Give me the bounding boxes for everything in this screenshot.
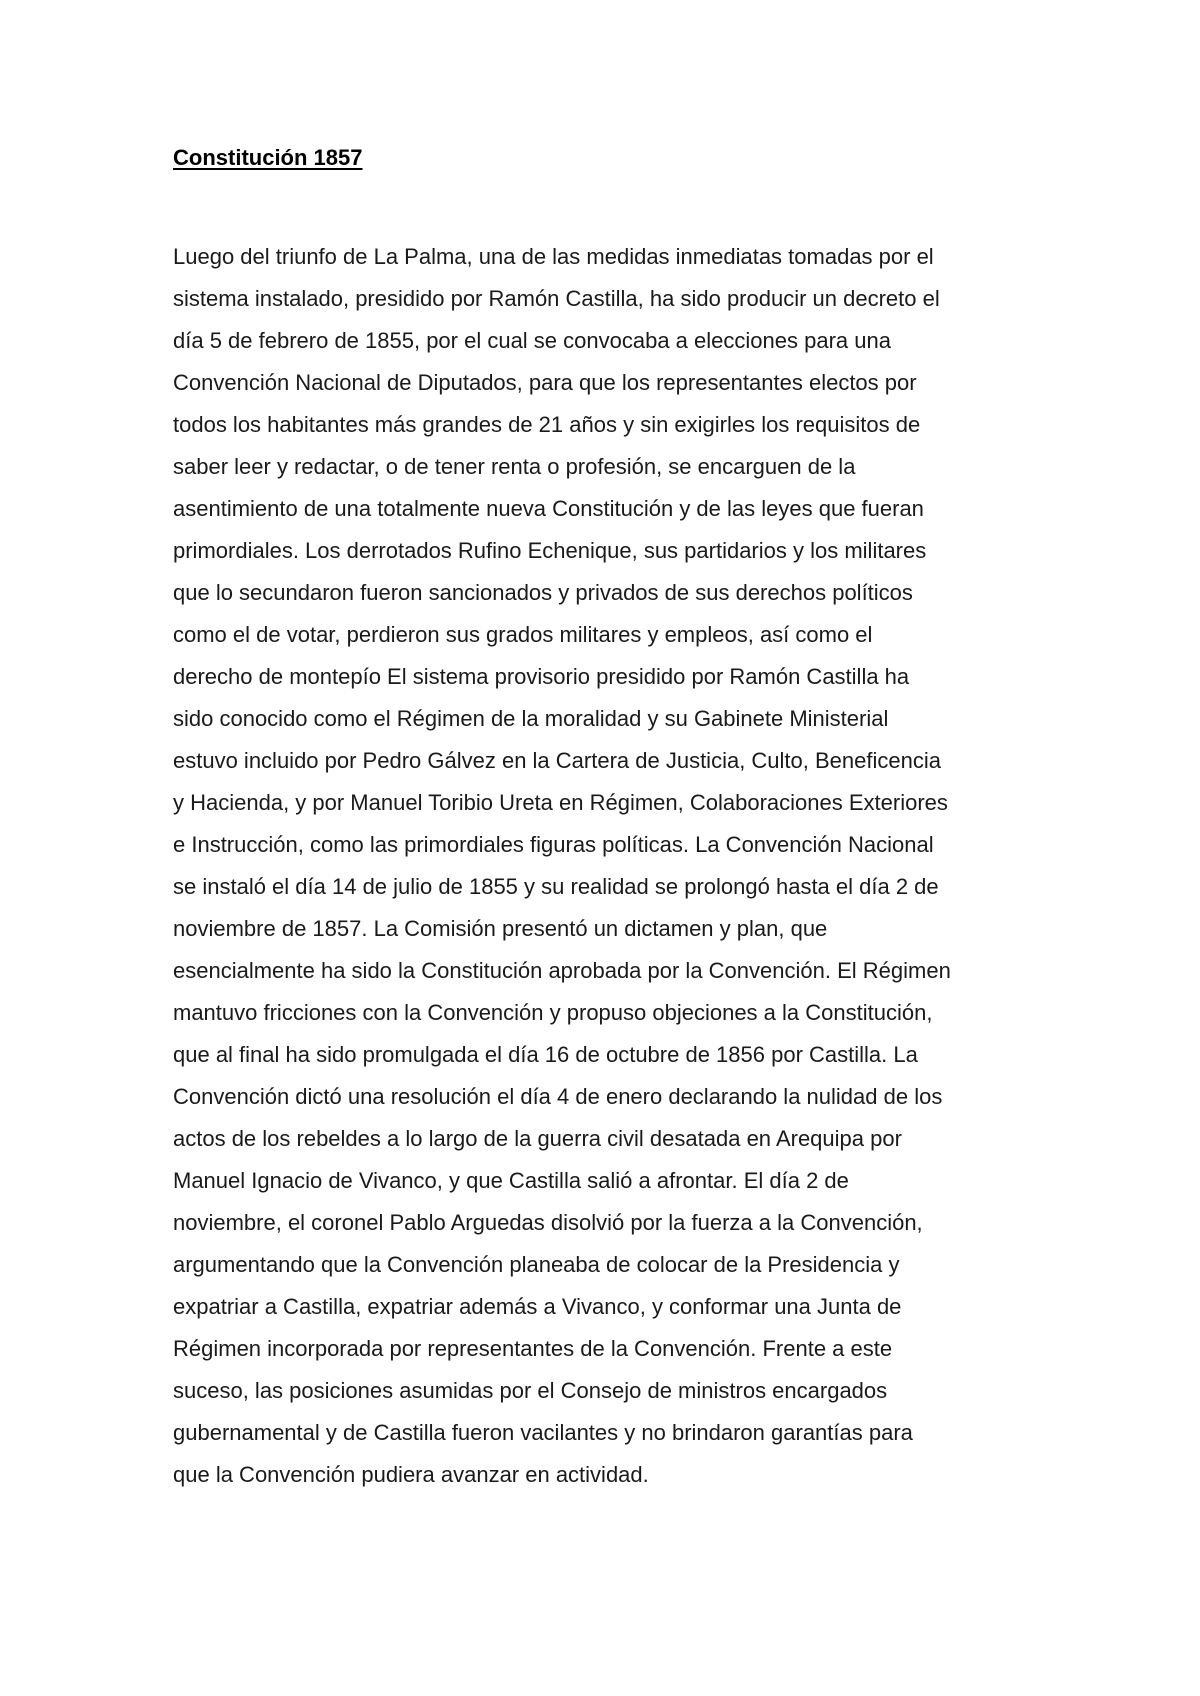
body-line: asentimiento de una totalmente nueva Constitución y de las leyes que fueran: [173, 496, 924, 521]
document-title: Constitución 1857: [173, 145, 363, 170]
body-line: expatriar a Castilla, expatriar además a Vivanco, y conformar una Junta de: [173, 1294, 902, 1319]
body-line: actos de los rebeldes a lo largo de la guerra civil desatada en Arequipa por: [173, 1126, 902, 1151]
body-line: día 5 de febrero de 1855, por el cual se convocaba a elecciones para una: [173, 328, 891, 353]
body-line: noviembre, el coronel Pablo Arguedas disolvió por la fuerza a la Convención,: [173, 1210, 923, 1235]
body-line: estuvo incluido por Pedro Gálvez en la Cartera de Justicia, Culto, Beneficencia: [173, 748, 941, 773]
body-line: sistema instalado, presidido por Ramón Castilla, ha sido producir un decreto el: [173, 286, 940, 311]
body-line: Convención Nacional de Diputados, para que los representantes electos por: [173, 370, 917, 395]
body-line: suceso, las posiciones asumidas por el Consejo de ministros encargados: [173, 1378, 888, 1403]
document-body: [173, 242, 1053, 1502]
body-line: noviembre de 1857. La Comisión presentó un dictamen y plan, que: [173, 916, 828, 941]
body-line: Manuel Ignacio de Vivanco, y que Castilla salió a afrontar. El día 2 de: [173, 1168, 849, 1193]
body-line: Luego del triunfo de La Palma, una de las medidas inmediatas tomadas por el: [173, 244, 934, 269]
body-line: primordiales. Los derrotados Rufino Echenique, sus partidarios y los militares: [173, 538, 927, 563]
body-line: Convención dictó una resolución el día 4 de enero declarando la nulidad de los: [173, 1084, 943, 1109]
body-line: como el de votar, perdieron sus grados militares y empleos, así como el: [173, 622, 873, 647]
body-line: y Hacienda, y por Manuel Toribio Ureta en Régimen, Colaboraciones Exteriores: [173, 790, 948, 815]
body-line: que lo secundaron fueron sancionados y privados de sus derechos políticos: [173, 580, 913, 605]
body-line: se instaló el día 14 de julio de 1855 y su realidad se prolongó hasta el día 2 de: [173, 874, 939, 899]
body-line: gubernamental y de Castilla fueron vacilantes y no brindaron garantías para: [173, 1420, 913, 1445]
body-line: derecho de montepío El sistema provisorio presidido por Ramón Castilla ha: [173, 664, 910, 689]
body-line: que al final ha sido promulgada el día 16 de octubre de 1856 por Castilla. La: [173, 1042, 918, 1067]
body-line: que la Convención pudiera avanzar en actividad.: [173, 1462, 649, 1487]
body-line: e Instrucción, como las primordiales figuras políticas. La Convención Nacional: [173, 832, 934, 857]
body-line: sido conocido como el Régimen de la moralidad y su Gabinete Ministerial: [173, 706, 889, 731]
body-line: saber leer y redactar, o de tener renta o profesión, se encarguen de la: [173, 454, 856, 479]
body-line: esencialmente ha sido la Constitución aprobada por la Convención. El Régimen: [173, 958, 951, 983]
body-line: Régimen incorporada por representantes de la Convención. Frente a este: [173, 1336, 893, 1361]
body-line: argumentando que la Convención planeaba de colocar de la Presidencia y: [173, 1252, 900, 1277]
body-line: mantuvo fricciones con la Convención y propuso objeciones a la Constitución,: [173, 1000, 933, 1025]
body-line: todos los habitantes más grandes de 21 años y sin exigirles los requisitos de: [173, 412, 921, 437]
